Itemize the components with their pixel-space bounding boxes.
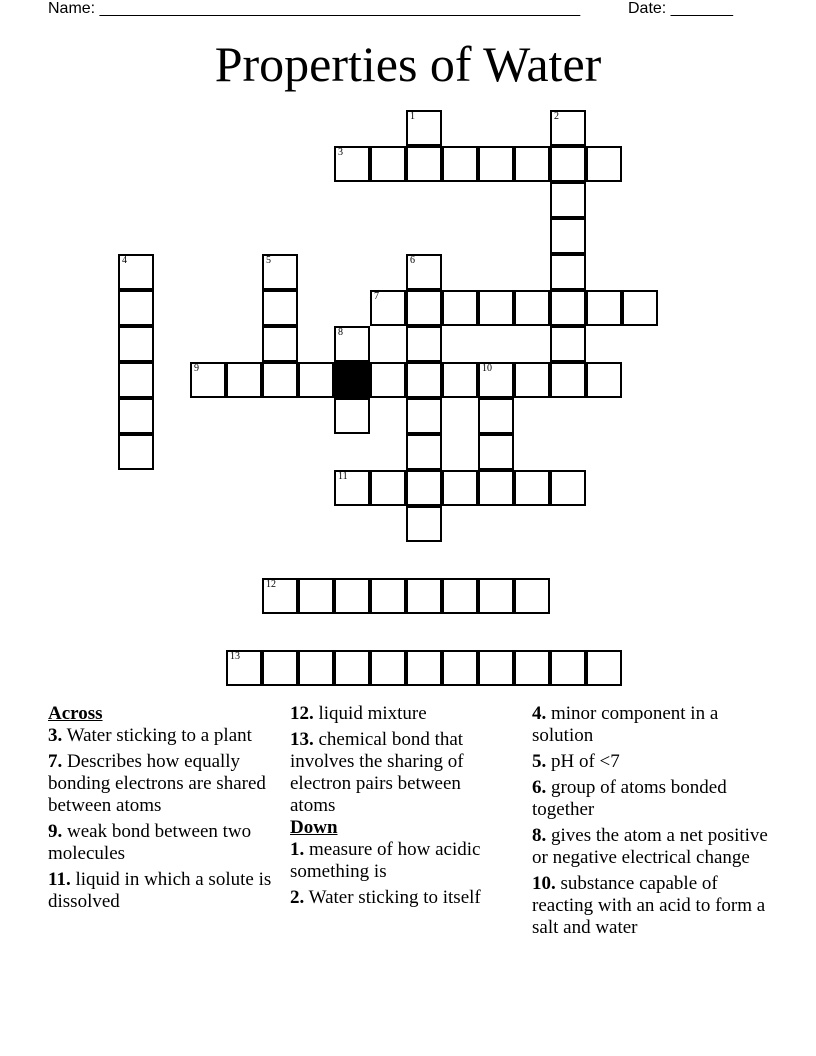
grid-cell[interactable] — [262, 650, 298, 686]
grid-cell[interactable] — [514, 470, 550, 506]
grid-cell[interactable] — [478, 434, 514, 470]
grid-cell[interactable] — [370, 650, 406, 686]
page-title: Properties of Water — [214, 36, 602, 92]
grid-cell[interactable] — [442, 470, 478, 506]
grid-cell[interactable] — [406, 506, 442, 542]
across-heading: Across — [48, 703, 103, 724]
grid-cell[interactable] — [442, 146, 478, 182]
cell-number: 11 — [338, 471, 348, 482]
grid-cell[interactable] — [370, 146, 406, 182]
grid-cell[interactable] — [118, 326, 154, 362]
grid-cell[interactable] — [478, 470, 514, 506]
grid-cell[interactable] — [370, 362, 406, 398]
clue-across-3: 3. Water sticking to a plant — [48, 725, 252, 746]
cell-number: 8 — [338, 327, 343, 338]
grid-cell[interactable] — [406, 326, 442, 362]
grid-cell[interactable] — [550, 326, 586, 362]
cell-number: 4 — [122, 255, 127, 266]
grid-cell[interactable] — [550, 254, 586, 290]
grid-cell[interactable] — [514, 578, 550, 614]
grid-cell[interactable] — [406, 470, 442, 506]
grid-cell[interactable] — [478, 362, 514, 398]
clue-down-2: 2. Water sticking to itself — [290, 887, 481, 908]
grid-cell[interactable] — [478, 578, 514, 614]
grid-cell[interactable] — [334, 146, 370, 182]
grid-cell[interactable] — [550, 290, 586, 326]
grid-cell[interactable] — [370, 578, 406, 614]
grid-cell[interactable] — [550, 470, 586, 506]
grid-cell[interactable] — [298, 650, 334, 686]
grid-cell[interactable] — [118, 290, 154, 326]
grid-cell[interactable] — [550, 650, 586, 686]
grid-cell[interactable] — [334, 398, 370, 434]
clues-column-1 — [48, 703, 280, 917]
grid-cell[interactable] — [406, 254, 442, 290]
grid-cell[interactable] — [190, 362, 226, 398]
grid-cell[interactable] — [514, 146, 550, 182]
grid-cell[interactable] — [298, 362, 334, 398]
grid-cell[interactable] — [478, 650, 514, 686]
clue-across-11: 11. liquid in which a solute is dissolved — [48, 869, 272, 912]
grid-cell[interactable] — [370, 470, 406, 506]
grid-cell[interactable] — [442, 578, 478, 614]
clue-across-9: 9. weak bond between two molecules — [48, 821, 252, 864]
grid-cell[interactable] — [406, 650, 442, 686]
cell-number: 5 — [266, 255, 271, 266]
grid-cell[interactable] — [406, 578, 442, 614]
cell-number: 3 — [338, 147, 343, 158]
clue-down-8: 8. gives the atom a net positive or negative electrical change — [532, 825, 768, 868]
grid-cell[interactable] — [622, 290, 658, 326]
clue-across-13: 13. chemical bond that involves the sharing of electron pairs between atoms — [290, 729, 464, 816]
grid-cell[interactable] — [442, 362, 478, 398]
clue-across-7: 7. Describes how equally bonding electrons are shared between atoms — [48, 751, 266, 816]
grid-cell[interactable] — [586, 146, 622, 182]
grid-cell[interactable] — [262, 326, 298, 362]
grid-cell[interactable] — [334, 470, 370, 506]
clue-across-12: 12. liquid mixture — [290, 703, 427, 724]
grid-cell[interactable] — [226, 362, 262, 398]
grid-cell[interactable] — [514, 362, 550, 398]
grid-cell[interactable] — [406, 146, 442, 182]
grid-cell[interactable] — [550, 218, 586, 254]
grid-cell[interactable] — [550, 110, 586, 146]
grid-cell[interactable] — [406, 434, 442, 470]
date-field-label[interactable]: Date: _______ — [628, 0, 733, 17]
cell-number: 12 — [266, 579, 276, 590]
grid-cell[interactable] — [514, 290, 550, 326]
grid-cell[interactable] — [550, 182, 586, 218]
grid-cell[interactable] — [478, 146, 514, 182]
grid-cell[interactable] — [262, 290, 298, 326]
clues-column-3 — [532, 703, 772, 943]
cell-number: 9 — [194, 363, 199, 374]
name-field-label[interactable]: Name: ______________________________________________________ — [48, 0, 581, 17]
grid-cell[interactable] — [586, 650, 622, 686]
grid-cell[interactable] — [370, 290, 406, 326]
clue-down-4: 4. minor component in a solution — [532, 703, 719, 746]
grid-cell[interactable] — [586, 290, 622, 326]
grid-cell[interactable] — [118, 362, 154, 398]
grid-cell[interactable] — [442, 650, 478, 686]
grid-cell[interactable] — [118, 434, 154, 470]
grid-cell[interactable] — [442, 290, 478, 326]
grid-cell[interactable] — [478, 290, 514, 326]
grid-cell[interactable] — [586, 362, 622, 398]
clue-down-1: 1. measure of how acidic something is — [290, 839, 481, 882]
cell-number: 10 — [482, 363, 492, 374]
grid-cell[interactable] — [334, 578, 370, 614]
grid-cell[interactable] — [514, 650, 550, 686]
grid-cell[interactable] — [550, 146, 586, 182]
cell-number: 13 — [230, 651, 240, 662]
grid-cell[interactable] — [298, 578, 334, 614]
clue-down-5: 5. pH of <7 — [532, 751, 620, 772]
black-cell — [334, 362, 370, 398]
cell-number: 1 — [410, 111, 415, 122]
grid-cell[interactable] — [262, 362, 298, 398]
cell-number: 7 — [374, 291, 379, 302]
clue-down-10: 10. substance capable of reacting with an acid to form a salt and water — [532, 873, 766, 938]
cell-number: 2 — [554, 111, 559, 122]
grid-cell[interactable] — [118, 398, 154, 434]
clue-down-6: 6. group of atoms bonded together — [532, 777, 727, 820]
down-heading: Down — [290, 817, 338, 838]
grid-cell[interactable] — [550, 362, 586, 398]
grid-cell[interactable] — [406, 290, 442, 326]
grid-cell[interactable] — [406, 398, 442, 434]
grid-cell[interactable] — [406, 110, 442, 146]
grid-cell[interactable] — [406, 362, 442, 398]
grid-cell[interactable] — [478, 398, 514, 434]
grid-cell[interactable] — [334, 326, 370, 362]
grid-cell[interactable] — [118, 254, 154, 290]
grid-cell[interactable] — [262, 578, 298, 614]
grid-cell[interactable] — [226, 650, 262, 686]
grid-cell[interactable] — [334, 650, 370, 686]
clues-column-2 — [290, 703, 502, 913]
grid-cell[interactable] — [262, 254, 298, 290]
cell-number: 6 — [410, 255, 415, 266]
